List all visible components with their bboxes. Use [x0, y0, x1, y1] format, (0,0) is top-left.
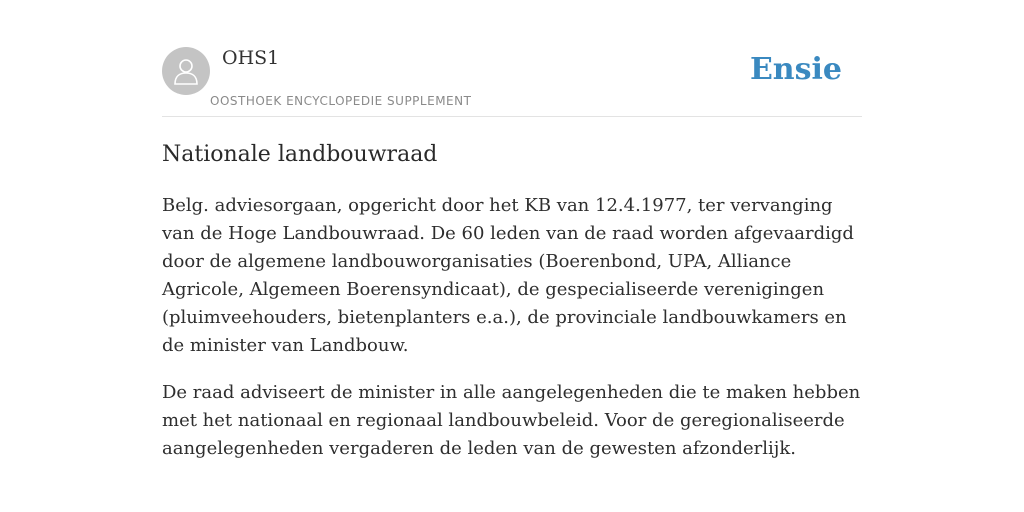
- author-name[interactable]: OHS1: [222, 47, 280, 69]
- article-body: [162, 192, 862, 482]
- header: [162, 0, 862, 117]
- article-paragraph: Belg. adviesorgaan, opgericht door het KB van 12.4.1977, ter vervanging van de Hoge Landbouwraad. De 60 leden van de raad worden afgevaardigd door de algemene landbouworganisaties (Boerenbond, UPA, Alliance Agricole, Algemeen Boerensyndicaat), de gespecialiseerde verenigingen (pluimveehouders, bietenplanters e.a.), de provinciale landbouwkamers en de minister van Landbouw.: [162, 195, 854, 356]
- brand-logo[interactable]: Ensie: [749, 52, 842, 87]
- avatar[interactable]: [162, 47, 210, 95]
- user-icon: [172, 56, 200, 86]
- source-label: OOSTHOEK ENCYCLOPEDIE SUPPLEMENT: [210, 94, 472, 108]
- article-paragraph: De raad adviseert de minister in alle aangelegenheden die te maken hebben met het nationaal en regionaal landbouwbeleid. Voor de geregionaliseerde aangelegenheden vergaderen de leden van de gewesten afzonderlijk.: [162, 382, 861, 459]
- article-title: Nationale landbouwraad: [162, 142, 438, 167]
